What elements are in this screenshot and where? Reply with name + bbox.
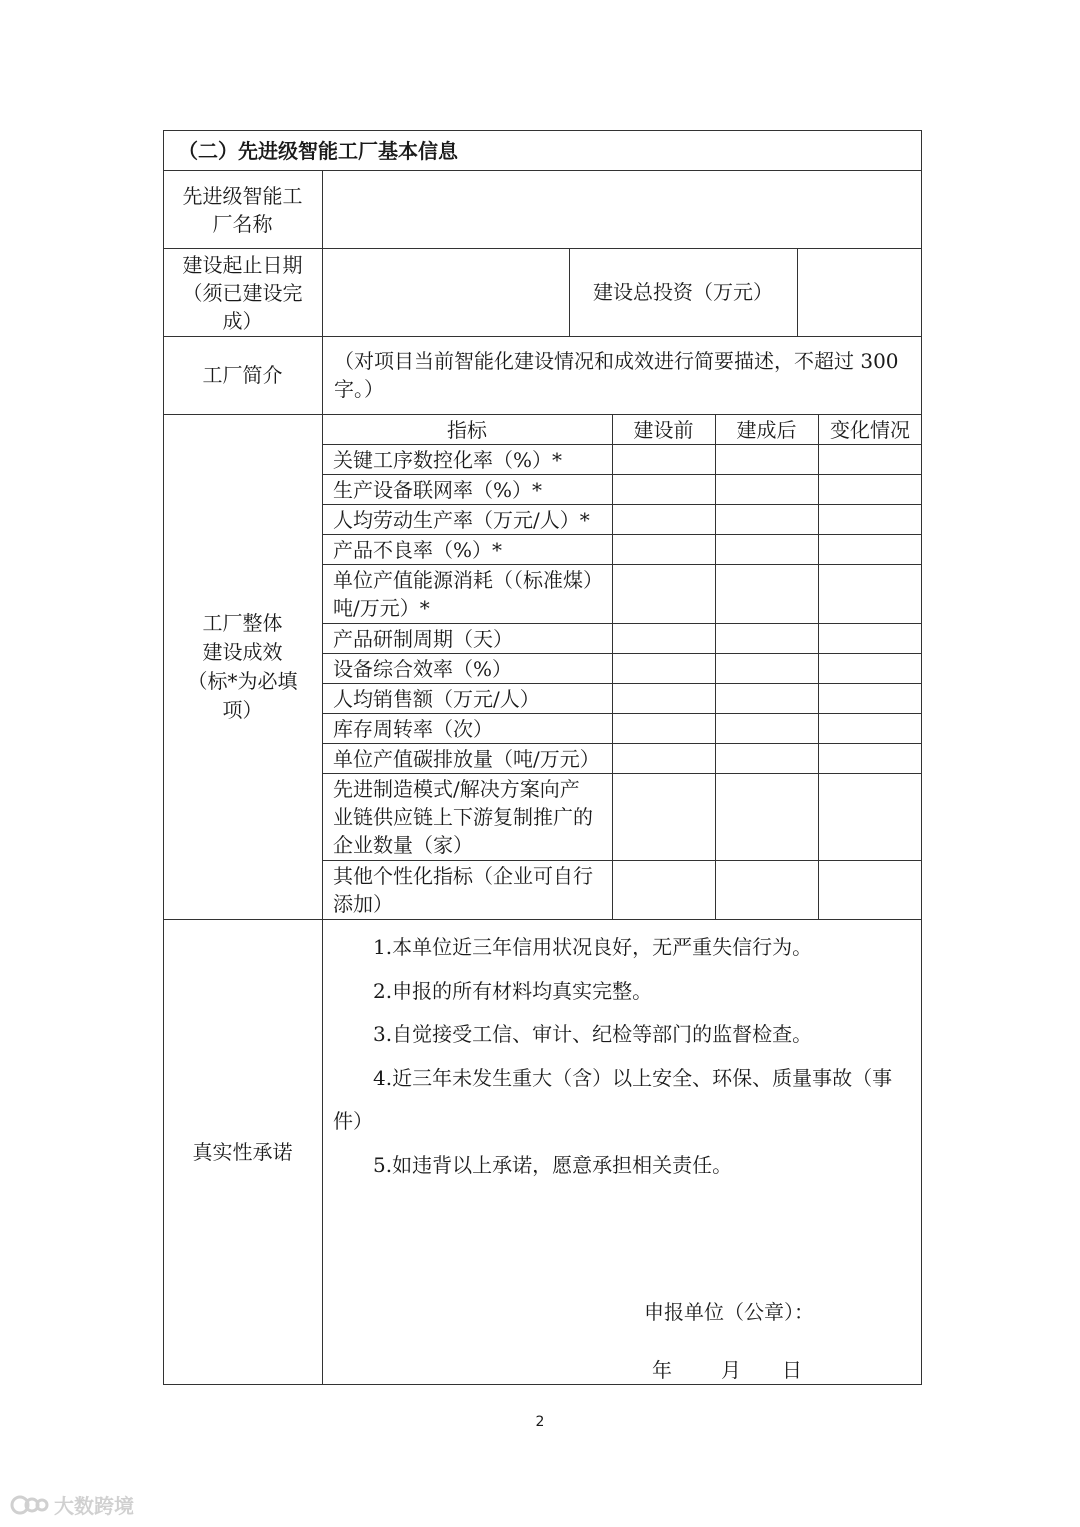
indicator-row: 产品不良率（%）* (333, 538, 503, 562)
date-field[interactable] (323, 249, 568, 335)
results-label: （标*为必填 (187, 669, 298, 693)
rule (322, 444, 922, 445)
indicator-row: 其他个性化指标（企业可自行 (333, 864, 593, 888)
pledge-item: 1.本单位近三年信用状况良好，无严重失信行为。 (373, 935, 813, 959)
header-after: 建成后 (736, 418, 797, 442)
rule (322, 534, 922, 535)
rule (163, 414, 922, 415)
rule (715, 414, 716, 919)
indicator-row: 添加） (333, 892, 393, 916)
investment-label: 建设总投资（万元） (593, 280, 773, 304)
rule (322, 683, 922, 684)
pledge-item: 2.申报的所有材料均真实完整。 (373, 979, 653, 1003)
pledge-item: 5.如违背以上承诺，愿意承担相关责任。 (373, 1153, 733, 1177)
rule (322, 504, 922, 505)
applicant-seal-label: 申报单位（公章）： (644, 1300, 814, 1324)
date-day: 日 (782, 1358, 802, 1382)
rule (322, 743, 922, 744)
watermark-text: 大数跨境 (54, 1494, 134, 1518)
intro-label: 工厂简介 (202, 363, 283, 387)
indicator-row: 人均劳动生产率（万元/人）* (333, 508, 590, 532)
indicator-row: 单位产值能源消耗（（标准煤） (333, 568, 603, 592)
rule (163, 919, 922, 920)
pledge-item: 4.近三年未发生重大（含）以上安全、环保、质量事故（事 (373, 1066, 893, 1090)
watermark (10, 1490, 134, 1519)
results-label: 建设成效 (202, 640, 283, 664)
watermark-logo-icon (10, 1493, 50, 1517)
indicator-row: 库存周转率（次） (333, 717, 493, 741)
indicator-row: 产品研制周期（天） (333, 627, 513, 651)
investment-field[interactable] (798, 249, 921, 335)
header-before: 建设前 (633, 418, 694, 442)
pledge-label: 真实性承诺 (192, 1140, 293, 1164)
header-change: 变化情况 (830, 418, 910, 442)
intro-hint[interactable]: 字。） (334, 377, 384, 401)
date-month: 月 (721, 1358, 741, 1382)
indicator-row: 先进制造模式/解决方案向产 (333, 777, 580, 801)
factory-name-field[interactable] (323, 171, 921, 247)
indicator-row: 人均销售额（万元/人） (333, 687, 540, 711)
rule (322, 474, 922, 475)
page-number: 2 (535, 1414, 545, 1430)
date-label: （须已建设完 (182, 281, 303, 305)
rule (322, 623, 922, 624)
rule (163, 336, 922, 337)
factory-name-label: 先进级智能工 (182, 184, 303, 208)
indicator-row: 设备综合效率（%） (333, 657, 513, 681)
indicator-row: 业链供应链上下游复制推广的 (333, 805, 593, 829)
rule (322, 860, 922, 861)
rule (322, 653, 922, 654)
section-title: （二）先进级智能工厂基本信息 (178, 139, 458, 163)
date-label: 建设起止日期 (182, 253, 303, 277)
results-label: 工厂整体 (202, 611, 283, 635)
rule (322, 170, 323, 1385)
rule (322, 564, 922, 565)
pledge-item: 3.自觉接受工信、审计、纪检等部门的监督检查。 (373, 1022, 813, 1046)
factory-name-label: 厂名称 (212, 212, 273, 236)
indicator-row: 吨/万元）* (333, 596, 430, 620)
date-label: 成） (222, 309, 263, 333)
results-label: 项） (222, 698, 263, 722)
intro-hint[interactable]: （对项目当前智能化建设情况和成效进行简要描述，不超过 300 (334, 349, 899, 373)
rule (322, 713, 922, 714)
rule (612, 414, 613, 919)
header-indicator: 指标 (447, 418, 487, 442)
indicator-row: 关键工序数控化率（%）* (333, 448, 563, 472)
indicator-row: 企业数量（家） (333, 833, 473, 857)
pledge-item: 件） (333, 1109, 373, 1133)
rule (322, 773, 922, 774)
date-year: 年 (652, 1358, 672, 1382)
indicator-row: 生产设备联网率（%）* (333, 478, 543, 502)
indicator-row: 单位产值碳排放量（吨/万元） (333, 747, 600, 771)
rule (818, 414, 819, 919)
